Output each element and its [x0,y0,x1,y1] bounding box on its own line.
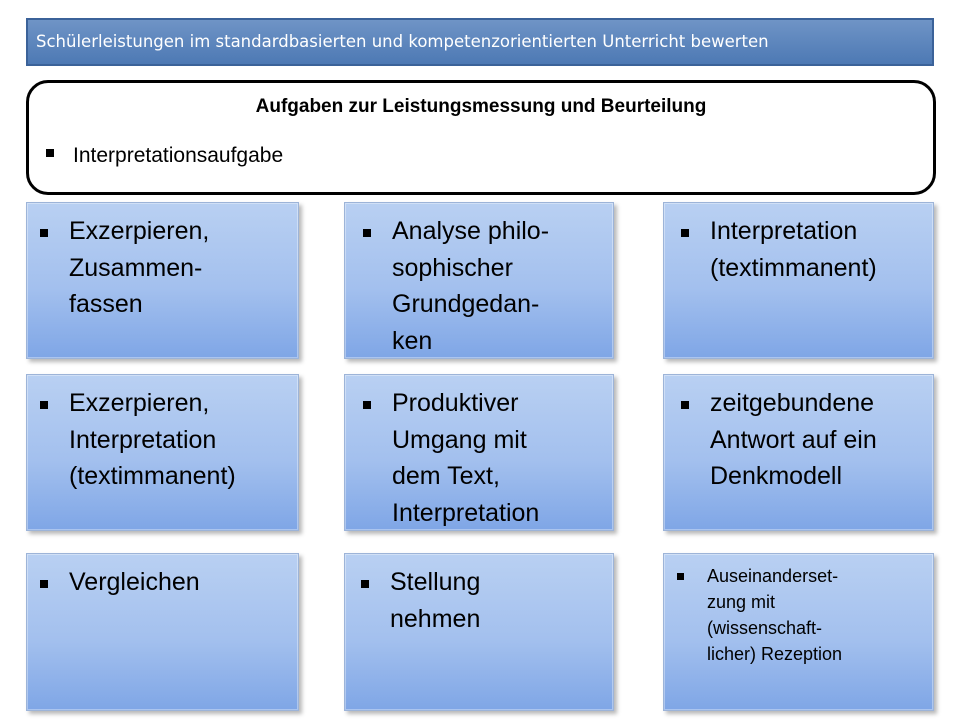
box-line: Antwort auf ein [710,425,877,454]
box-line: licher) Rezeption [707,644,843,664]
box-line: Grundgedan- [392,290,540,318]
box-line: Interpretation [69,425,217,454]
task-box-position [344,553,614,711]
task-box-reception [663,553,934,711]
box-line: Exzerpieren, [69,389,210,417]
header-bar [26,18,934,66]
box-line: Analyse philo- [392,217,550,245]
bullet-square-icon [40,580,48,588]
bullet-square-icon [363,229,371,237]
task-box-excerpt-summarize [26,202,299,359]
bullet-square-icon [363,401,371,409]
box-line: Vergleichen [69,568,200,596]
box-line: Auseinanderset- [707,566,839,586]
task-box-productive [344,374,614,531]
bullet-square-icon [681,229,689,237]
bullet-square-icon [40,229,48,237]
box-line: (wissenschaft- [707,618,823,638]
panel-item-label: Interpretationsaufgabe [73,144,284,167]
task-box-interpretation [663,202,934,359]
panel-title: Aufgaben zur Leistungsmessung und Beurteilung [255,96,707,117]
box-line: nehmen [390,604,481,633]
box-line: (textimmanent) [69,462,236,490]
bullet-square-icon [677,573,684,580]
box-line: Interpretation [392,498,540,527]
header-title: Schülerleistungen im standardbasierten und kompetenzorientierten Unterricht bewerten [36,32,769,51]
task-box-analysis [344,202,614,359]
box-line: Umgang mit [392,425,527,454]
box-line: Interpretation [710,217,858,245]
box-line: zeitgebundene [710,389,875,417]
box-line: Exzerpieren, [69,217,210,245]
box-line: Denkmodell [710,462,843,490]
task-box-timebound [663,374,934,531]
bullet-square-icon [40,401,48,409]
task-box-compare [26,553,299,711]
box-line: zung mit [707,592,776,612]
box-line: Produktiver [392,389,519,417]
box-line: (textimmanent) [710,253,877,282]
box-line: Stellung [390,568,481,596]
bullet-square-icon [46,149,54,157]
task-box-excerpt-interpretation [26,374,299,531]
box-line: fassen [69,290,143,318]
task-panel [26,80,936,195]
box-line: ken [392,326,433,355]
box-line: sophischer [392,253,513,282]
panel-bullet-item [46,144,283,168]
bullet-square-icon [361,580,369,588]
bullet-square-icon [681,401,689,409]
box-line: dem Text, [392,462,500,490]
box-line: Zusammen- [69,253,203,282]
